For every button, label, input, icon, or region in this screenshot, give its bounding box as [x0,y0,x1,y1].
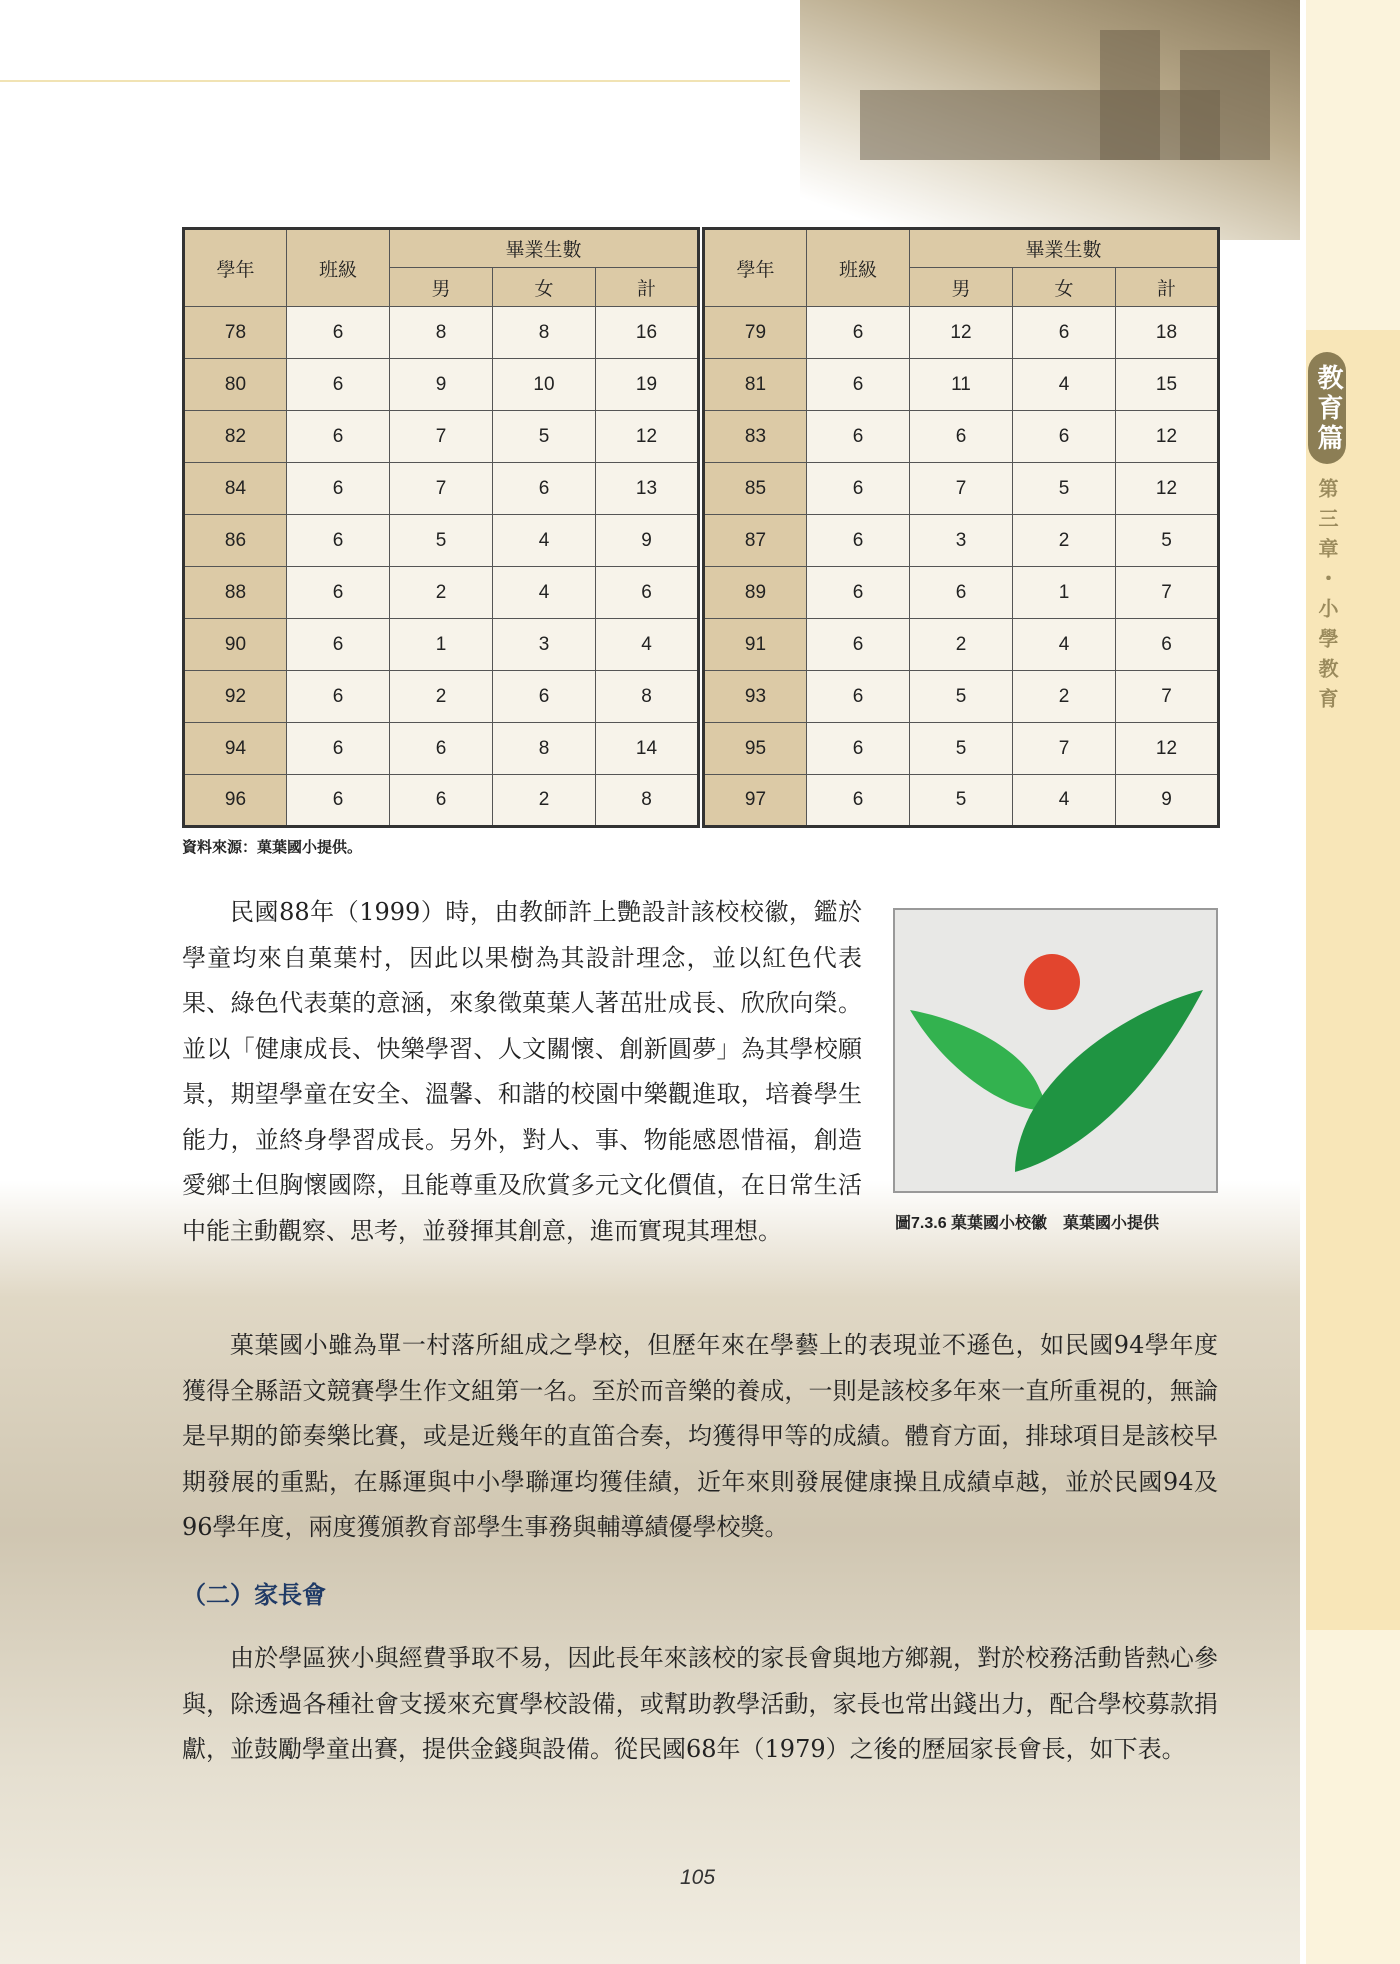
classes-cell: 6 [807,359,910,411]
table-row [184,463,699,515]
total-cell: 4 [596,619,699,671]
total-cell: 6 [1116,619,1219,671]
emblem-leaf-right [1015,990,1203,1172]
total-cell: 19 [596,359,699,411]
female-cell: 6 [1013,411,1116,463]
header-female: 女 [493,268,596,307]
total-cell: 16 [596,307,699,359]
table-row [704,775,1219,827]
total-cell: 6 [596,567,699,619]
male-cell: 1 [390,619,493,671]
female-cell: 6 [493,671,596,723]
total-cell: 8 [596,775,699,827]
classes-cell: 6 [807,515,910,567]
table-row [184,671,699,723]
year-cell: 89 [704,567,807,619]
classes-cell: 6 [287,307,390,359]
header-rule [0,80,790,82]
chapter-label: 第三章・小學教育 [1315,478,1339,718]
classes-cell: 6 [287,723,390,775]
year-cell: 97 [704,775,807,827]
year-cell: 82 [184,411,287,463]
classes-cell: 6 [287,411,390,463]
female-cell: 5 [493,411,596,463]
male-cell: 12 [910,307,1013,359]
female-cell: 8 [493,307,596,359]
total-cell: 15 [1116,359,1219,411]
header-male: 男 [910,268,1013,307]
year-cell: 85 [704,463,807,515]
table-row [184,567,699,619]
male-cell: 5 [910,671,1013,723]
male-cell: 2 [390,671,493,723]
year-cell: 81 [704,359,807,411]
year-cell: 83 [704,411,807,463]
classes-cell: 6 [807,619,910,671]
male-cell: 3 [910,515,1013,567]
male-cell: 11 [910,359,1013,411]
male-cell: 5 [910,723,1013,775]
table-row [704,515,1219,567]
table-row [704,411,1219,463]
header-graduates: 畢業生數 [910,229,1219,268]
total-cell: 14 [596,723,699,775]
total-cell: 8 [596,671,699,723]
classes-cell: 6 [287,775,390,827]
classes-cell: 6 [287,463,390,515]
table-row [184,307,699,359]
total-cell: 9 [1116,775,1219,827]
year-cell: 86 [184,515,287,567]
table-row [704,307,1219,359]
female-cell: 10 [493,359,596,411]
section-heading: （二）家長會 [182,1580,326,1609]
paragraph-emblem: 民國88年（1999）時，由教師許上艷設計該校校徽，鑑於學童均來自菓葉村，因此以果樹為其設計理念，並以紅色代表果、綠色代表葉的意涵，來象徵菓葉人著茁壯成長、欣欣向榮。並以「健康成長、快樂學習、人文關懷、創新圓夢」為其學校願景，期望學童在安全、溫馨、和諧的校園中樂觀進取，培養學生能力，並終身學習成長。另外，對人、事、物能感恩惜福，創造愛鄉土但胸懷國際，且能尊重及欣賞多元文化價值，在日常生活中能主動觀察、思考，並發揮其創意，進而實現其理想。 [182,898,862,1245]
female-cell: 6 [493,463,596,515]
year-cell: 91 [704,619,807,671]
background-photo [0,1180,1300,1964]
year-cell: 84 [184,463,287,515]
female-cell: 2 [1013,671,1116,723]
female-cell: 4 [1013,775,1116,827]
total-cell: 5 [1116,515,1219,567]
header-year: 學年 [184,229,287,307]
graduates-table-left [182,227,700,828]
year-cell: 95 [704,723,807,775]
male-cell: 5 [390,515,493,567]
table-row [184,775,699,827]
male-cell: 6 [910,411,1013,463]
female-cell: 2 [1013,515,1116,567]
table-row [184,359,699,411]
total-cell: 12 [1116,723,1219,775]
table-row [704,359,1219,411]
paragraph-achievements: 菓葉國小雖為單一村落所組成之學校，但歷年來在學藝上的表現並不遜色，如民國94學年度獲得全縣語文競賽學生作文組第一名。至於而音樂的養成，一則是該校多年來一直所重視的，無論是早期的節奏樂比賽，或是近幾年的直笛合奏，均獲得甲等的成績。體育方面，排球項目是該校早期發展的重點，在縣運與中小學聯運均獲佳績，近年來則發展健康操且成績卓越，並於民國94及96學年度，兩度獲頒教育部學生事務與輔導績優學校獎。 [182,1331,1218,1541]
year-cell: 87 [704,515,807,567]
table-row [184,619,699,671]
classes-cell: 6 [807,411,910,463]
classes-cell: 6 [807,463,910,515]
header-classes: 班級 [287,229,390,307]
year-cell: 93 [704,671,807,723]
year-cell: 90 [184,619,287,671]
year-cell: 80 [184,359,287,411]
male-cell: 6 [910,567,1013,619]
table-row [704,567,1219,619]
male-cell: 7 [390,463,493,515]
female-cell: 6 [1013,307,1116,359]
emblem-caption: 圖7.3.6 菓葉國小校徽 菓葉國小提供 [895,1215,1160,1232]
classes-cell: 6 [287,619,390,671]
header-graduates: 畢業生數 [390,229,699,268]
table-source: 資料來源：菓葉國小提供。 [182,839,363,856]
year-cell: 78 [184,307,287,359]
school-emblem [893,908,1218,1193]
header-male: 男 [390,268,493,307]
total-cell: 12 [1116,463,1219,515]
paragraph-parents: 由於學區狹小與經費爭取不易，因此長年來該校的家長會與地方鄉親，對於校務活動皆熱心參與，除透過各種社會支援來充實學校設備，或幫助教學活動，家長也常出錢出力，配合學校募款捐獻，並鼓勵學童出賽，提供金錢與設備。從民國68年（1979）之後的歷屆家長會長，如下表。 [182,1644,1218,1763]
male-cell: 7 [390,411,493,463]
classes-cell: 6 [807,307,910,359]
total-cell: 18 [1116,307,1219,359]
header-year: 學年 [704,229,807,307]
female-cell: 4 [1013,619,1116,671]
table-row [704,619,1219,671]
total-cell: 7 [1116,671,1219,723]
table-row [704,723,1219,775]
female-cell: 8 [493,723,596,775]
year-cell: 96 [184,775,287,827]
classes-cell: 6 [287,567,390,619]
female-cell: 4 [493,515,596,567]
female-cell: 2 [493,775,596,827]
female-cell: 4 [493,567,596,619]
female-cell: 7 [1013,723,1116,775]
school-building-photo [800,0,1300,240]
female-cell: 4 [1013,359,1116,411]
header-female: 女 [1013,268,1116,307]
male-cell: 5 [910,775,1013,827]
female-cell: 3 [493,619,596,671]
male-cell: 9 [390,359,493,411]
emblem-fruit [1024,954,1080,1010]
male-cell: 8 [390,307,493,359]
female-cell: 5 [1013,463,1116,515]
year-cell: 92 [184,671,287,723]
classes-cell: 6 [287,671,390,723]
male-cell: 6 [390,723,493,775]
table-row [184,411,699,463]
header-total: 計 [596,268,699,307]
male-cell: 6 [390,775,493,827]
year-cell: 88 [184,567,287,619]
total-cell: 7 [1116,567,1219,619]
classes-cell: 6 [807,723,910,775]
total-cell: 12 [596,411,699,463]
male-cell: 2 [390,567,493,619]
male-cell: 2 [910,619,1013,671]
emblem-leaf-left [910,1010,1044,1110]
classes-cell: 6 [287,359,390,411]
table-row [184,515,699,567]
classes-cell: 6 [807,567,910,619]
classes-cell: 6 [807,775,910,827]
total-cell: 9 [596,515,699,567]
year-cell: 79 [704,307,807,359]
classes-cell: 6 [807,671,910,723]
header-classes: 班級 [807,229,910,307]
male-cell: 7 [910,463,1013,515]
header-total: 計 [1116,268,1219,307]
table-row [704,671,1219,723]
total-cell: 13 [596,463,699,515]
page-number: 105 [680,1866,716,1889]
year-cell: 94 [184,723,287,775]
classes-cell: 6 [287,515,390,567]
total-cell: 12 [1116,411,1219,463]
section-label: 教育篇 [1308,352,1346,464]
female-cell: 1 [1013,567,1116,619]
graduates-table-right [702,227,1220,828]
table-row [184,723,699,775]
table-row [704,463,1219,515]
